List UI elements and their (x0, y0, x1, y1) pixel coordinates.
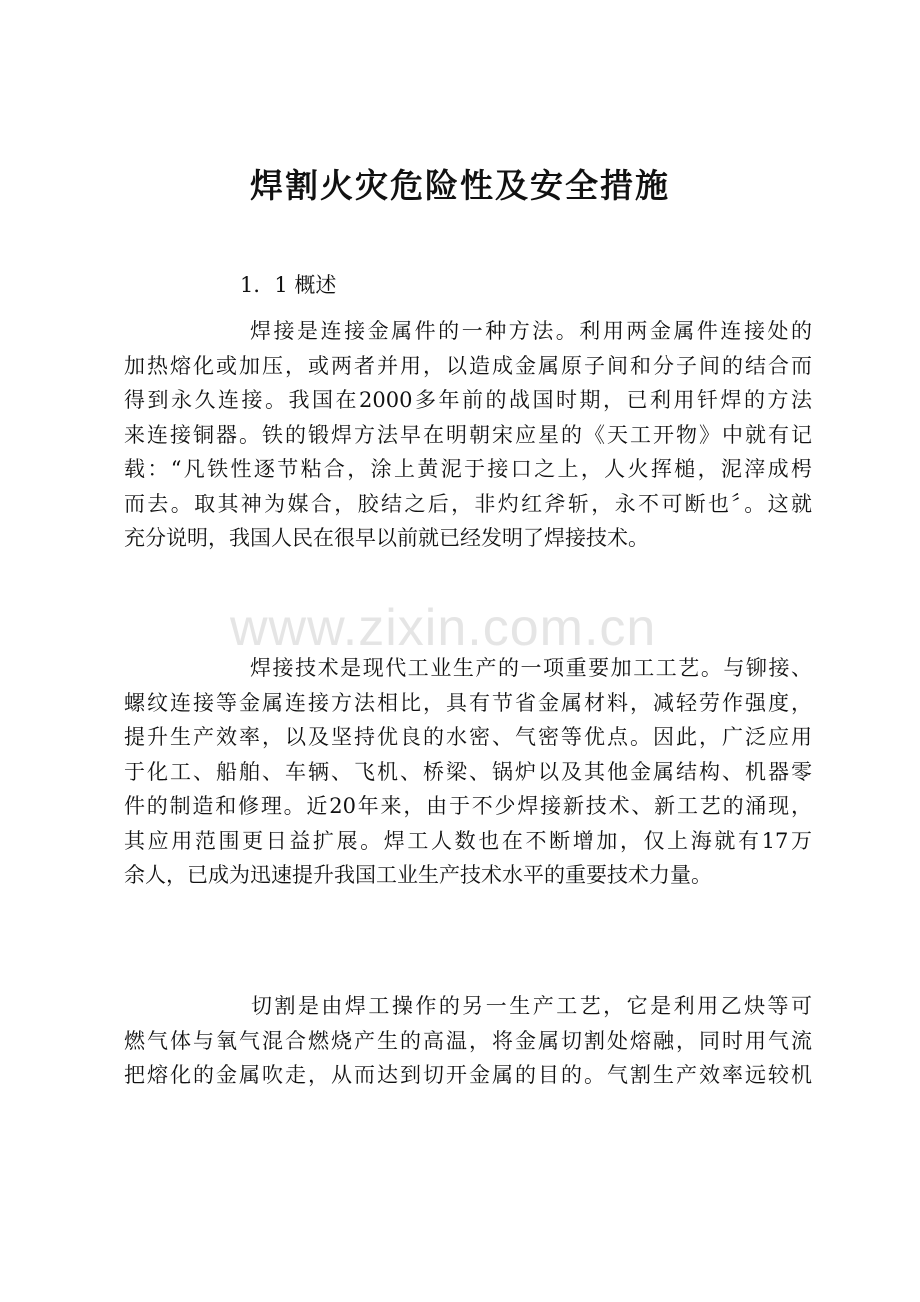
paragraph-2 (124, 651, 812, 893)
paragraph-line: 于化工、船舶、车辆、飞机、桥梁、锅炉以及其他金属结构、机器零 (124, 759, 812, 784)
paragraph-line: 螺纹连接等金属连接方法相比，具有节省金属材料，减轻劳作强度， (124, 690, 812, 715)
document-title: 焊割火灾危险性及安全措施 (250, 166, 670, 205)
paragraph-line: 充分说明，我国人民在很早以前就已经发明了焊接技术。 (124, 526, 649, 550)
paragraph-line: 提升生产效率，以及坚持优良的水密、气密等优点。因此，广泛应用 (124, 725, 812, 749)
paragraph-line: 焊接是连接金属件的一种方法。利用两金属件连接处的 (250, 319, 812, 343)
paragraph-line: 余人，已成为迅速提升我国工业生产技术水平的重要技术力量。 (124, 863, 712, 887)
paragraph-line: 焊接技术是现代工业生产的一项重要加工工艺。与铆接、 (250, 656, 812, 680)
paragraph-line: 加热熔化或加压，或两者并用，以造成金属原子间和分子间的结合而 (124, 353, 812, 378)
section-heading: 1．1 概述 (240, 273, 337, 297)
paragraph-line: 得到永久连接。我国在2000多年前的战国时期，已利用钎焊的方法 (124, 388, 812, 412)
paragraph-3 (124, 989, 812, 1093)
paragraph-line: 而去。取其神为媒合，胶结之后，非灼红斧斩，永不可断也〞。这就 (124, 491, 812, 516)
paragraph-line: 其应用范围更日益扩展。焊工人数也在不断增加，仅上海就有17万 (124, 828, 812, 853)
paragraph-line: 燃气体与氧气混合燃烧产生的高温，将金属切割处熔融，同时用气流 (124, 1028, 812, 1053)
paragraph-line: 件的制造和修理。近20年来，由于不少焊接新技术、新工艺的涌现， (124, 794, 812, 818)
paragraph-line: 载：“凡铁性逐节粘合，涂上黄泥于接口之上，人火挥槌，泥滓成枵 (124, 457, 812, 481)
paragraph-line: 来连接铜器。铁的锻焊方法早在明朝宋应星的《天工开物》中就有记 (124, 422, 812, 447)
paragraph-line: 切割是由焊工操作的另一生产工艺，它是利用乙炔等可 (251, 994, 812, 1018)
paragraph-line: 把熔化的金属吹走，从而达到切开金属的目的。气割生产效率远较机 (124, 1063, 812, 1087)
paragraph-1 (124, 314, 812, 556)
watermark: www.zixin.com.cn (230, 599, 657, 657)
